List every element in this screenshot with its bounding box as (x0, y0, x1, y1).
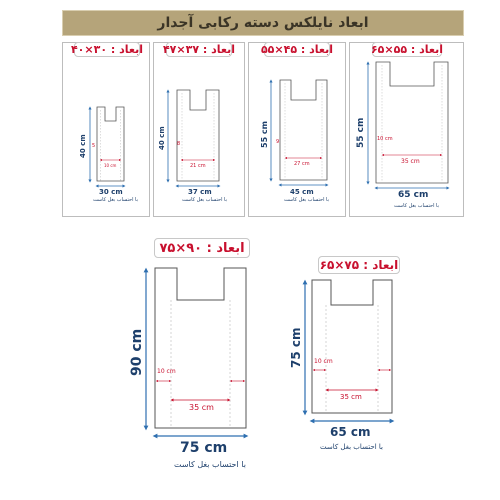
note-30x40: با احتساب بغل کاست (93, 197, 138, 203)
size-label-30x40: ابعاد : ۳۰×۴۰ (70, 43, 144, 56)
height-label-30x40: 40 cm (79, 134, 87, 158)
bottom-label-30x40: 10 cm (104, 163, 117, 168)
height-label-37x47: 40 cm (158, 126, 166, 150)
gusset-label-65x75: 10 cm (314, 358, 333, 365)
bottom-label-55x65: 35 cm (401, 158, 420, 165)
bottom-label-75x90: 35 cm (189, 403, 214, 412)
bottom-label-37x47: 21 cm (190, 163, 206, 169)
bag-55x65 (368, 62, 448, 188)
width-label-55x65: 65 cm (398, 190, 429, 200)
note-37x47: با احتساب بغل کاست (182, 197, 227, 203)
size-label-65x75: ابعاد : ۷۵×۶۵ (319, 258, 399, 272)
height-label-65x75: 75 cm (289, 327, 303, 368)
width-label-37x47: 37 cm (188, 188, 212, 196)
page-title: ابعاد نایلکس دسته رکابی آجدار (157, 15, 369, 31)
height-label-55x65: 55 cm (356, 117, 366, 148)
gusset-label-75x90: 10 cm (157, 368, 176, 375)
bag-37x47 (168, 90, 219, 186)
size-label-55x65: ابعاد : ۵۵×۶۵ (370, 43, 444, 56)
bag-45x55 (271, 80, 327, 185)
gusset-label-55x65: 10 cm (377, 136, 393, 142)
note-65x75: با احتساب بغل کاست (320, 443, 383, 451)
size-label-45x55: ابعاد : ۴۵×۵۵ (260, 43, 334, 56)
bottom-label-45x55: 27 cm (294, 161, 310, 167)
bottom-label-65x75: 35 cm (340, 393, 362, 401)
note-45x55: با احتساب بغل کاست (284, 197, 329, 203)
width-label-75x90: 75 cm (180, 440, 228, 456)
size-label-37x47: ابعاد : ۳۷×۴۷ (162, 43, 236, 56)
gusset-label-30x40: 5 (92, 143, 96, 149)
width-label-65x75: 65 cm (330, 425, 371, 439)
note-75x90: با احتساب بغل کاست (174, 460, 246, 469)
width-label-30x40: 30 cm (99, 188, 123, 196)
height-label-75x90: 90 cm (129, 328, 145, 376)
width-label-45x55: 45 cm (290, 188, 314, 196)
size-label-75x90: ابعاد : ۹۰×۷۵ (154, 238, 250, 258)
note-55x65: با احتساب بغل کاست (394, 203, 439, 209)
gusset-label-37x47: 8 (177, 141, 181, 147)
height-label-45x55: 55 cm (260, 121, 269, 148)
gusset-label-45x55: 9 (276, 139, 280, 145)
